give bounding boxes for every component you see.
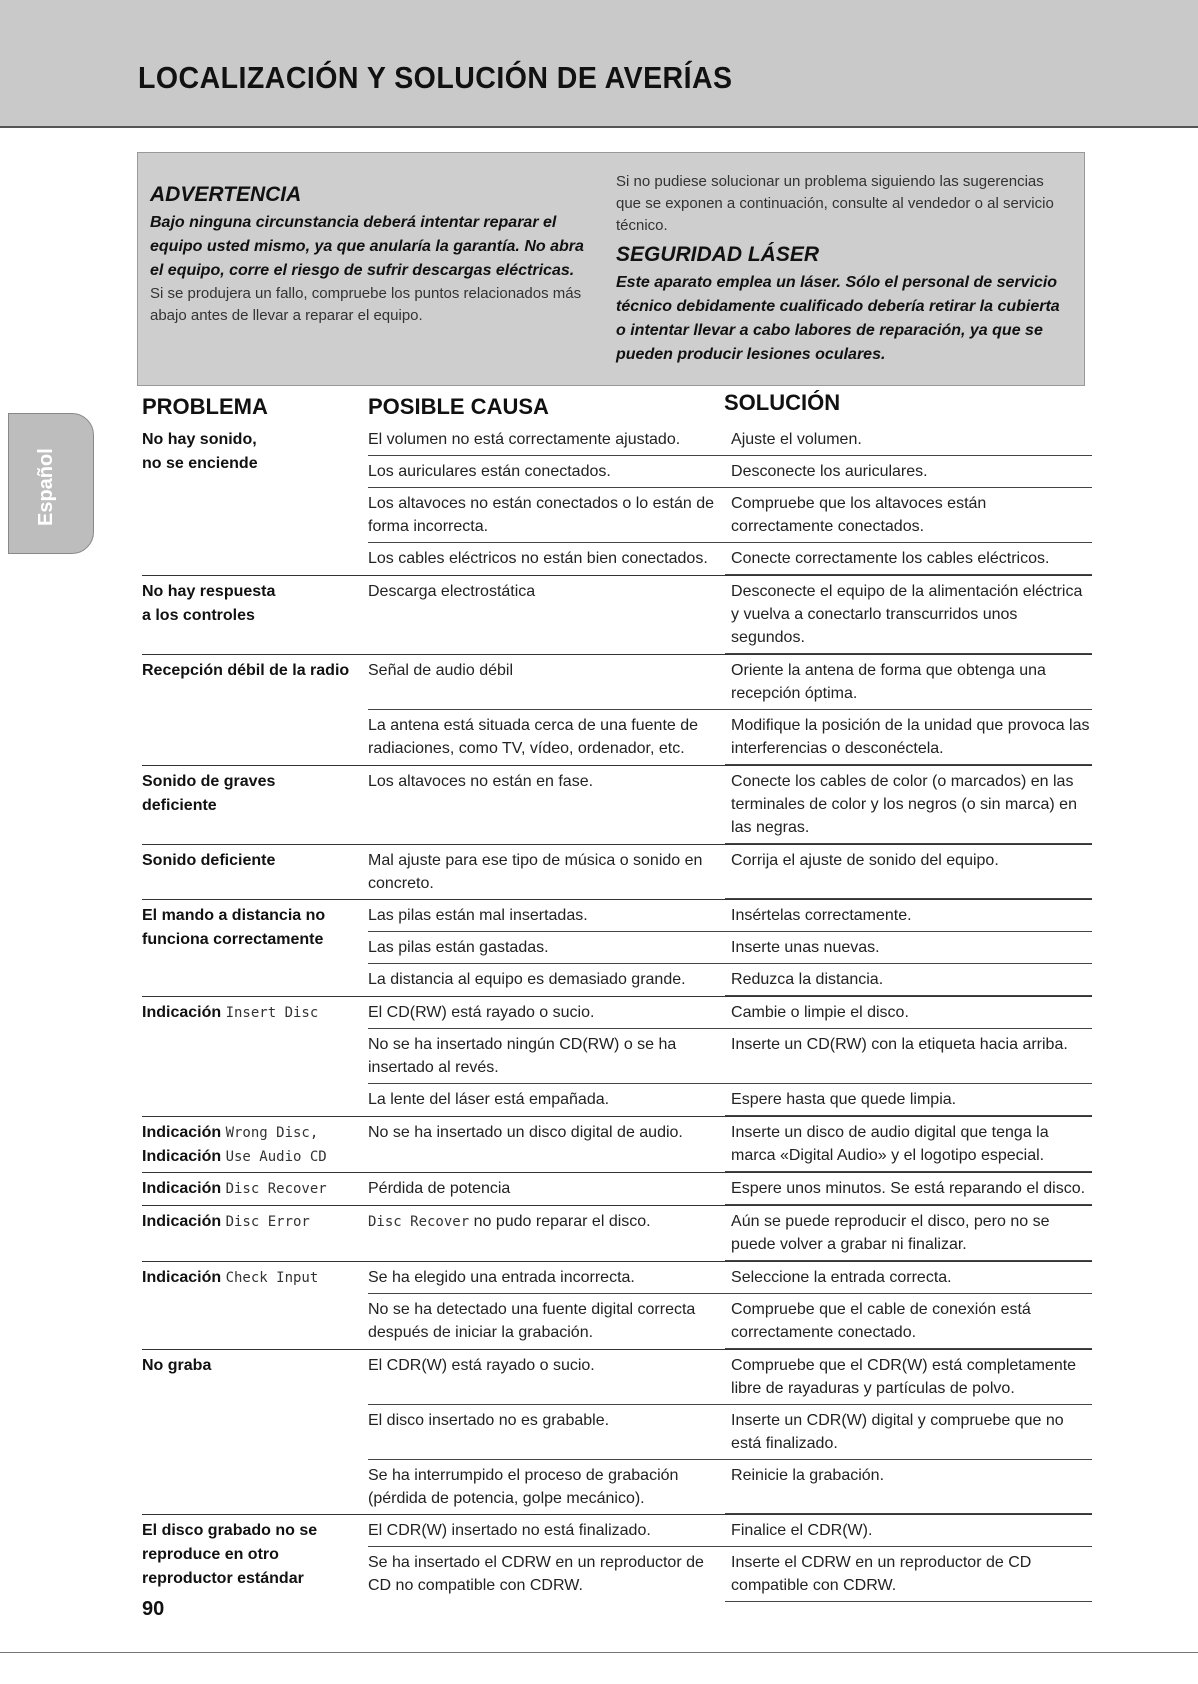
page-title: LOCALIZACIÓN Y SOLUCIÓN DE AVERÍAS — [138, 60, 733, 95]
cause-cell — [368, 766, 725, 844]
solution-cell: Conecte correctamente los cables eléctricos. — [725, 543, 1092, 575]
column-head-cause: POSIBLE CAUSA — [368, 394, 549, 419]
entry — [368, 424, 1092, 456]
entry — [368, 576, 1092, 654]
cause-text: Los cables eléctricos no están bien conectados. — [368, 550, 708, 567]
cause-cell — [368, 1173, 725, 1205]
entry — [368, 710, 1092, 765]
warning-text: Si se produjera un fallo, compruebe los puntos relacionados más abajo antes de llevar a reparar el equipo. — [150, 285, 582, 324]
table-row — [142, 1116, 1092, 1172]
problem-text: Sonido de graves deficiente — [142, 773, 276, 814]
entry — [368, 1173, 1092, 1205]
problem-prefix: Indicación — [142, 1213, 222, 1230]
language-tab-label: Español — [35, 448, 57, 526]
cause-text: Las pilas están gastadas. — [368, 939, 549, 956]
cause-cell — [368, 543, 725, 575]
problem-text: No hay respuesta a los controles — [142, 583, 276, 624]
table-row — [142, 996, 1092, 1116]
solution-cell: Oriente la antena de forma que obtenga una recepción óptima. — [725, 655, 1092, 710]
display-code: Disc Recover — [225, 1181, 327, 1197]
bottom-rule — [0, 1652, 1198, 1653]
cause-cell — [368, 655, 725, 710]
entry — [368, 1029, 1092, 1084]
solution-cell: Inserte un CDR(W) digital y compruebe que no está finalizado. — [725, 1405, 1092, 1460]
cause-text: Mal ajuste para ese tipo de música o sonido en concreto. — [368, 852, 703, 892]
table-row — [142, 1172, 1092, 1205]
cause-text: La antena está situada cerca de una fuente de radiaciones, como TV, vídeo, ordenador, etc. — [368, 717, 699, 757]
cause-cell — [368, 1460, 725, 1514]
table-row — [142, 844, 1092, 899]
entry — [368, 1084, 1092, 1116]
cause-cell — [368, 1405, 725, 1460]
cause-cell — [368, 1294, 725, 1349]
display-code: Disc Error — [225, 1214, 310, 1230]
cause-text: no pudo reparar el disco. — [473, 1213, 651, 1230]
cause-text: Los auriculares están conectados. — [368, 463, 611, 480]
cause-text: Las pilas están mal insertadas. — [368, 907, 588, 924]
cause-cell — [368, 456, 725, 488]
solution-cell: Inserte unas nuevas. — [725, 932, 1092, 964]
solution-cell: Finalice el CDR(W). — [725, 1515, 1092, 1547]
cause-cell — [368, 932, 725, 964]
table-row — [142, 1349, 1092, 1514]
entry — [368, 1262, 1092, 1294]
cause-text: Los altavoces no están en fase. — [368, 773, 594, 790]
cause-text: Se ha elegido una entrada incorrecta. — [368, 1269, 635, 1286]
problem-label — [142, 1001, 362, 1025]
cause-text: La distancia al equipo es demasiado grande. — [368, 971, 686, 988]
solution-cell: Compruebe que el cable de conexión está correctamente conectado. — [725, 1294, 1092, 1349]
solution-cell: Reduzca la distancia. — [725, 964, 1092, 996]
language-tab — [8, 413, 94, 554]
entry — [368, 488, 1092, 543]
warning-left-column — [150, 183, 600, 327]
cause-text: No se ha insertado ningún CD(RW) o se ha insertado al revés. — [368, 1036, 677, 1076]
cause-cell — [368, 1350, 725, 1405]
entry — [368, 964, 1092, 996]
problem-prefix: Indicación — [142, 1180, 222, 1197]
problem-label — [142, 1266, 362, 1290]
cause-cell — [368, 424, 725, 456]
entry — [368, 1515, 1092, 1547]
warning-bold-text: Bajo ninguna circunstancia deberá intentar reparar el equipo usted mismo, ya que anularía la garantía. No abra el equipo, corre el riesgo de sufrir descargas eléctricas. — [150, 214, 584, 279]
entry — [368, 1117, 1092, 1172]
warning-right-column — [616, 171, 1066, 367]
cause-text: Pérdida de potencia — [368, 1180, 511, 1197]
header-band — [0, 0, 1198, 128]
cause-cell — [368, 1206, 725, 1261]
display-code: Disc Recover — [368, 1214, 470, 1230]
entry — [368, 655, 1092, 710]
service-text: Si no pudiese solucionar un problema siguiendo las sugerencias que se exponen a continuación, consulte al vendedor o al servicio técnico. — [616, 173, 1054, 234]
solution-cell: Reinicie la grabación. — [725, 1460, 1092, 1514]
solution-cell: Cambie o limpie el disco. — [725, 997, 1092, 1029]
problem-prefix: Indicación — [142, 1269, 222, 1286]
entry — [368, 1460, 1092, 1514]
solution-cell: Corrija el ajuste de sonido del equipo. — [725, 845, 1092, 899]
cause-text: El CDR(W) está rayado o sucio. — [368, 1357, 595, 1374]
solution-cell: Inserte el CDRW en un reproductor de CD compatible con CDRW. — [725, 1547, 1092, 1602]
problem-text: El disco grabado no se reproduce en otro reproductor estándar — [142, 1522, 318, 1587]
warning-box — [137, 152, 1085, 386]
entry — [368, 1405, 1092, 1460]
problem-text: Sonido deficiente — [142, 852, 276, 869]
problem-label — [142, 849, 362, 873]
table-row — [142, 1261, 1092, 1349]
problem-label — [142, 1354, 362, 1378]
solution-cell: Seleccione la entrada correcta. — [725, 1262, 1092, 1294]
cause-cell — [368, 1117, 725, 1172]
cause-text: El CD(RW) está rayado o sucio. — [368, 1004, 595, 1021]
problem-label — [142, 1121, 362, 1169]
cause-text: Se ha interrumpido el proceso de grabación (pérdida de potencia, golpe mecánico). — [368, 1467, 679, 1507]
table-row — [142, 765, 1092, 844]
solution-cell: Espere hasta que quede limpia. — [725, 1084, 1092, 1116]
cause-cell — [368, 710, 725, 765]
problem-prefix: Indicación — [142, 1124, 222, 1141]
cause-text: La lente del láser está empañada. — [368, 1091, 610, 1108]
entry — [368, 766, 1092, 844]
entry — [368, 1350, 1092, 1405]
solution-cell: Compruebe que el CDR(W) está completamente libre de rayaduras y partículas de polvo. — [725, 1350, 1092, 1405]
display-code: Wrong Disc, — [225, 1125, 319, 1141]
cause-text: Los altavoces no están conectados o lo están de forma incorrecta. — [368, 495, 715, 535]
cause-cell — [368, 488, 725, 543]
cause-text: No se ha insertado un disco digital de audio. — [368, 1124, 683, 1141]
cause-text: Señal de audio débil — [368, 662, 514, 679]
problem-label — [142, 1210, 362, 1234]
problem-label — [142, 1177, 362, 1201]
problem-label — [142, 904, 362, 952]
entry — [368, 997, 1092, 1029]
column-head-solution: SOLUCIÓN — [724, 390, 841, 415]
column-head-problem: PROBLEMA — [142, 394, 268, 419]
problem-text: No graba — [142, 1357, 212, 1374]
table-row — [142, 1205, 1092, 1261]
cause-cell — [368, 576, 725, 654]
table-row — [142, 899, 1092, 996]
solution-cell: Inserte un CD(RW) con la etiqueta hacia arriba. — [725, 1029, 1092, 1084]
table-row — [142, 424, 1092, 575]
entry — [368, 1294, 1092, 1349]
cause-cell — [368, 997, 725, 1029]
cause-text: El CDR(W) insertado no está finalizado. — [368, 1522, 651, 1539]
cause-cell — [368, 1029, 725, 1084]
cause-cell — [368, 900, 725, 932]
problem-label — [142, 770, 362, 818]
solution-cell: Aún se puede reproducir el disco, pero no se puede volver a grabar ni finalizar. — [725, 1206, 1092, 1261]
display-code: Check Input — [225, 1270, 319, 1286]
entry — [368, 932, 1092, 964]
solution-cell: Inserte un disco de audio digital que tenga la marca «Digital Audio» y el logotipo especial. — [725, 1117, 1092, 1172]
problem-label — [142, 428, 362, 476]
solution-cell: Espere unos minutos. Se está reparando el disco. — [725, 1173, 1092, 1205]
warning-title: ADVERTENCIA — [150, 183, 302, 206]
cause-cell — [368, 1084, 725, 1116]
entry — [368, 543, 1092, 575]
entry — [368, 456, 1092, 488]
problem-label — [142, 1519, 362, 1591]
table-row — [142, 1514, 1092, 1602]
solution-cell: Desconecte los auriculares. — [725, 456, 1092, 488]
laser-text: Este aparato emplea un láser. Sólo el personal de servicio técnico debidamente cualificado debería retirar la cubierta o intentar llevar a cabo labores de reparación, ya que se pueden producir lesiones oculares. — [616, 274, 1060, 363]
cause-cell — [368, 845, 725, 899]
cause-cell — [368, 1515, 725, 1547]
entry — [368, 900, 1092, 932]
table-row — [142, 654, 1092, 765]
problem-prefix: Indicación — [142, 1004, 222, 1021]
problem-label — [142, 580, 362, 628]
entry — [368, 1206, 1092, 1261]
cause-text: No se ha detectado una fuente digital correcta después de iniciar la grabación. — [368, 1301, 696, 1341]
cause-text: Descarga electrostática — [368, 583, 536, 600]
problem-text: El mando a distancia no funciona correctamente — [142, 907, 326, 948]
cause-text: El disco insertado no es grabable. — [368, 1412, 610, 1429]
cause-text: El volumen no está correctamente ajustado. — [368, 431, 681, 448]
solution-cell: Compruebe que los altavoces están correctamente conectados. — [725, 488, 1092, 543]
problem-prefix: Indicación — [142, 1148, 222, 1165]
problem-text: No hay sonido, no se enciende — [142, 431, 258, 472]
table-row — [142, 575, 1092, 654]
page-number: 90 — [142, 1598, 165, 1620]
cause-text: Se ha insertado el CDRW en un reproductor de CD no compatible con CDRW. — [368, 1554, 704, 1594]
problem-label — [142, 659, 362, 683]
cause-cell — [368, 964, 725, 996]
solution-cell: Conecte los cables de color (o marcados) en las terminales de color y los negros (o sin marca) en las negras. — [725, 766, 1092, 844]
display-code: Use Audio CD — [225, 1149, 327, 1165]
entry — [368, 845, 1092, 899]
display-code: Insert Disc — [225, 1005, 319, 1021]
cause-cell — [368, 1547, 725, 1602]
solution-cell: Ajuste el volumen. — [725, 424, 1092, 456]
solution-cell: Insértelas correctamente. — [725, 900, 1092, 932]
entry — [368, 1547, 1092, 1602]
laser-title: SEGURIDAD LÁSER — [616, 243, 820, 266]
troubleshooting-table — [142, 424, 1092, 1602]
solution-cell: Desconecte el equipo de la alimentación eléctrica y vuelva a conectarlo transcurridos unos segundos. — [725, 576, 1092, 654]
cause-cell — [368, 1262, 725, 1294]
solution-cell: Modifique la posición de la unidad que provoca las interferencias o desconéctela. — [725, 710, 1092, 765]
problem-text: Recepción débil de la radio — [142, 662, 350, 679]
